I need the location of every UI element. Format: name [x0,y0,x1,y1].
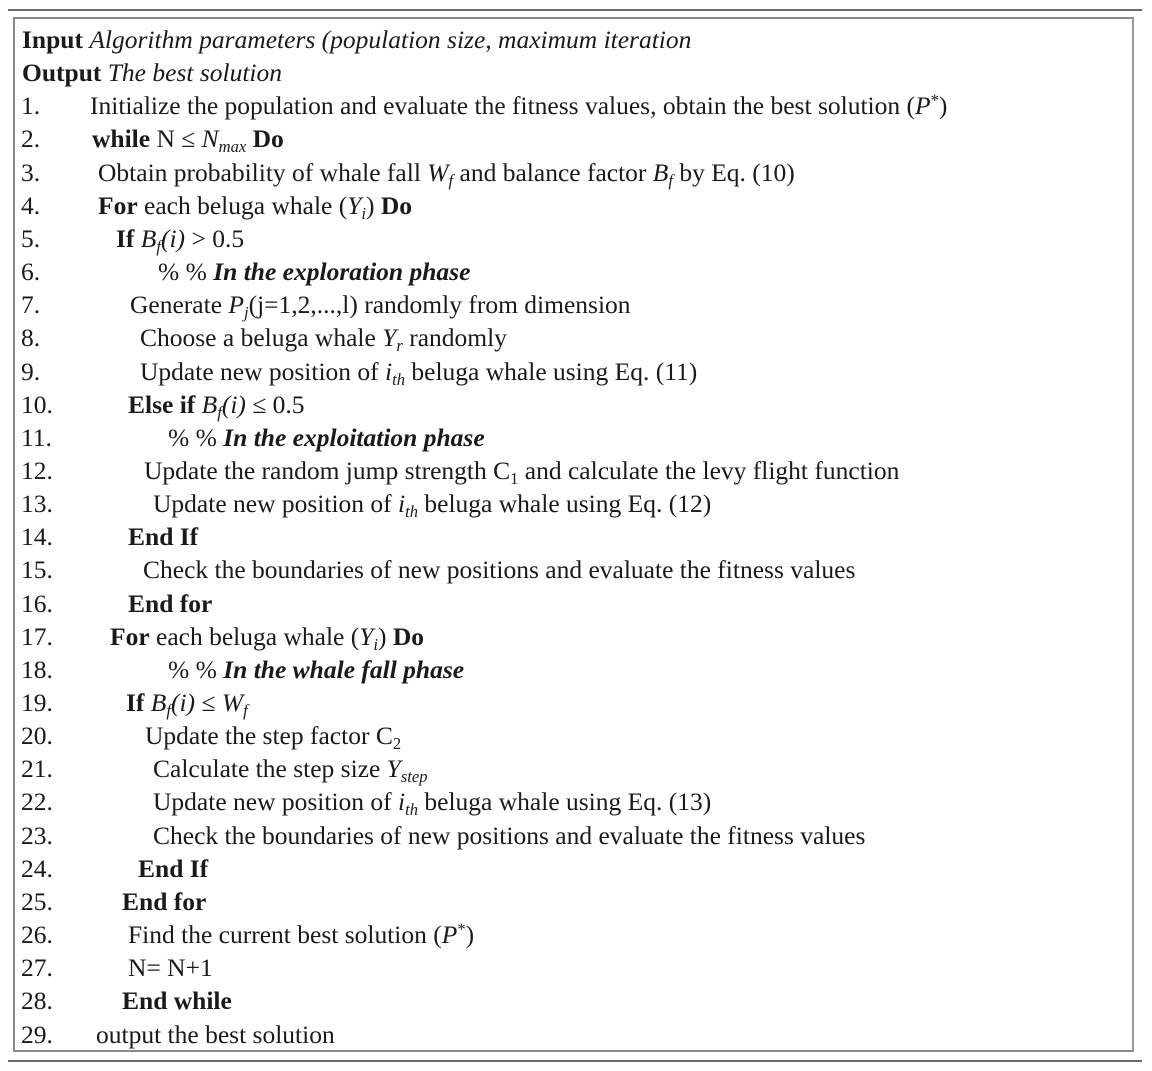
input-text: Algorithm parameters (population size, maximum iteration [89,25,692,54]
step-text [128,388,305,421]
step-text-part: f [243,700,248,720]
step-number: 22. [21,787,53,817]
step-number: 12. [21,455,53,485]
step-text [98,189,412,222]
step-number: 20. [21,721,53,751]
step-text-part: B [652,157,669,187]
step-text [140,321,507,354]
step-text-part: For [110,621,150,651]
step-text-part: beluga whale using Eq. (13) [418,787,712,817]
step-text-part: If [116,223,135,253]
step-text [153,752,428,785]
step-number: 29. [21,1019,53,1049]
step-text-part: output the best solution [96,1019,335,1049]
step-text-part: * [457,919,466,939]
step-number: 6. [21,257,41,287]
step-number: 26. [21,920,53,950]
step-text-part: Obtain probability of whale fall [98,157,428,187]
step-text-part: % % [168,422,224,452]
step-text-part: For [98,190,138,220]
step-text-part: Choose a beluga whale [140,323,383,353]
step-text-part: while [92,124,151,154]
step-number: 25. [21,886,53,916]
step-text-part: j [243,303,249,323]
step-text [168,653,464,686]
step-text-part: and balance factor [453,157,653,187]
step-text-part: ≤ 0.5 [245,389,305,419]
top-rule [8,9,1142,11]
step-number: 27. [21,953,53,983]
step-text-part: Y [347,190,362,220]
step-text-part: Update the step factor C [145,721,393,751]
step-text [90,89,947,122]
step-text [126,686,248,719]
step-text-part: th [392,369,406,389]
step-text-part: * [930,91,939,111]
step-number: 21. [21,754,53,784]
step-text [153,819,865,852]
step-text-part: Update new position of [153,489,399,519]
step-text-part: by Eq. (10) [672,157,795,187]
step-text-part: In the exploration phase [213,257,471,287]
step-text-part: Else if [128,389,196,419]
step-number: 8. [21,323,41,353]
input-label: Input [22,25,83,54]
step-text-part: N= N+1 [128,953,213,983]
step-text-part: f [217,402,222,422]
step-text-part: Calculate the step size [153,754,387,784]
step-text-part: Do [380,190,413,220]
step-text [122,885,206,918]
output-text: The best solution [107,58,283,87]
step-text-part: B [150,688,167,717]
step-text-part: P [441,920,458,950]
step-text-part: r [396,336,403,356]
step-text-part: ) [938,91,948,121]
step-text-part: P [915,91,931,121]
step-number: 28. [21,986,53,1016]
step-text-part: Generate [130,290,229,320]
step-text-part: each beluga whale ( [137,190,348,220]
step-number: 23. [21,820,53,850]
step-number: 9. [21,356,41,386]
step-text [145,719,401,752]
step-text [128,587,212,620]
step-text-part: ) [378,621,393,651]
step-number: 1. [21,91,41,121]
step-text-part: End If [138,853,209,883]
step-text-part: beluga whale using Eq. (11) [405,356,698,386]
step-text-part: (i) [160,223,186,253]
step-text-part: % % [158,257,214,287]
step-text [92,122,284,155]
step-text-part: f [166,700,171,720]
algorithm-box [13,17,1134,1052]
step-number: 3. [21,157,41,187]
step-text-part: Update the random jump strength C [144,455,511,485]
step-text [138,852,208,885]
step-text-part: Check the boundaries of new positions and evaluate the fitness values [143,555,856,585]
step-text [110,620,424,653]
step-text-part: i [398,489,406,519]
step-text [143,553,855,586]
output-label: Output [22,58,102,87]
step-number: 2. [21,124,41,154]
step-text [98,156,795,189]
step-number: 13. [21,489,53,519]
step-text-part: B [140,223,157,253]
step-text [130,288,631,321]
step-text-part: (j=1,2,...,l) randomly from dimension [248,290,631,320]
step-text-part: Y [382,323,397,353]
step-text-part: End while [122,986,232,1016]
step-text-part: 1 [510,468,519,488]
step-text [128,520,198,553]
bottom-rule [8,1060,1142,1062]
step-text-part: max [218,137,247,157]
step-number: 11. [21,422,52,452]
step-text-part: > 0.5 [185,223,245,253]
step-text [158,255,470,288]
step-text-part: i [385,356,393,386]
step-text-part: % % [168,654,224,684]
step-text-part: If [126,688,145,717]
step-text [128,918,474,951]
step-text-part: P [228,290,244,320]
step-text-part: each beluga whale ( [149,621,360,651]
step-number: 5. [21,223,41,253]
step-text-part: Check the boundaries of new positions and evaluate the fitness values [153,820,866,850]
step-text-part: (i) [221,389,246,419]
step-text-part: i [398,787,406,817]
step-number: 15. [21,555,53,585]
step-text-part: W [221,688,244,717]
step-number: 17. [21,621,53,651]
step-text-part: f [448,170,454,190]
step-text-part: ) [465,920,475,950]
step-text-part: In the exploitation phase [223,422,485,452]
step-text-part: Do [392,621,425,651]
step-number: 16. [21,588,53,618]
step-text-part: i [373,634,379,654]
step-text [168,421,485,454]
step-text-part: Y [386,754,401,784]
step-text-part: End for [122,886,207,916]
step-text [122,984,232,1017]
step-number: 7. [21,290,41,320]
step-text-part: Update new position of [140,356,386,386]
step-number: 24. [21,853,53,883]
step-text-part: Y [359,621,374,651]
step-text-part: f [668,170,673,190]
step-text [128,951,213,984]
step-text-part: ) [366,190,381,220]
step-text-part: and calculate the levy flight function [518,455,900,485]
step-text-part: th [405,800,419,820]
step-text [116,222,244,255]
step-text [96,1018,335,1051]
step-text-part: B [201,389,218,419]
step-text-part: step [400,767,428,787]
step-text [153,487,711,520]
step-number: 10. [21,389,53,419]
step-text-part: N [201,124,219,154]
step-text-part: End for [128,588,213,618]
step-text-part: (i) [170,688,196,717]
step-text-part: Find the current best solution ( [128,920,442,950]
step-text-part: In the whale fall phase [223,654,465,684]
step-text-part: 2 [392,734,402,754]
step-number: 18. [21,654,53,684]
step-text-part: th [405,502,419,522]
step-text-part: Initialize the population and evaluate the fitness values, obtain the best solution ( [90,91,915,121]
step-text-part: N ≤ [150,124,202,154]
step-text-part: beluga whale using Eq. (12) [418,489,712,519]
step-number: 4. [21,190,41,220]
step-text-part: Update new position of [153,787,399,817]
step-text-part: i [361,203,367,223]
step-number: 19. [21,688,53,717]
step-text-part: f [156,236,161,256]
step-text [153,785,711,818]
step-text-part: End If [128,522,199,552]
step-number: 14. [21,522,53,552]
step-text-part: randomly [402,323,507,353]
step-text-part: ≤ [195,688,222,717]
step-text [140,355,697,388]
step-text-part: W [427,157,449,187]
step-text-part: Do [252,124,284,154]
step-text [144,454,899,487]
